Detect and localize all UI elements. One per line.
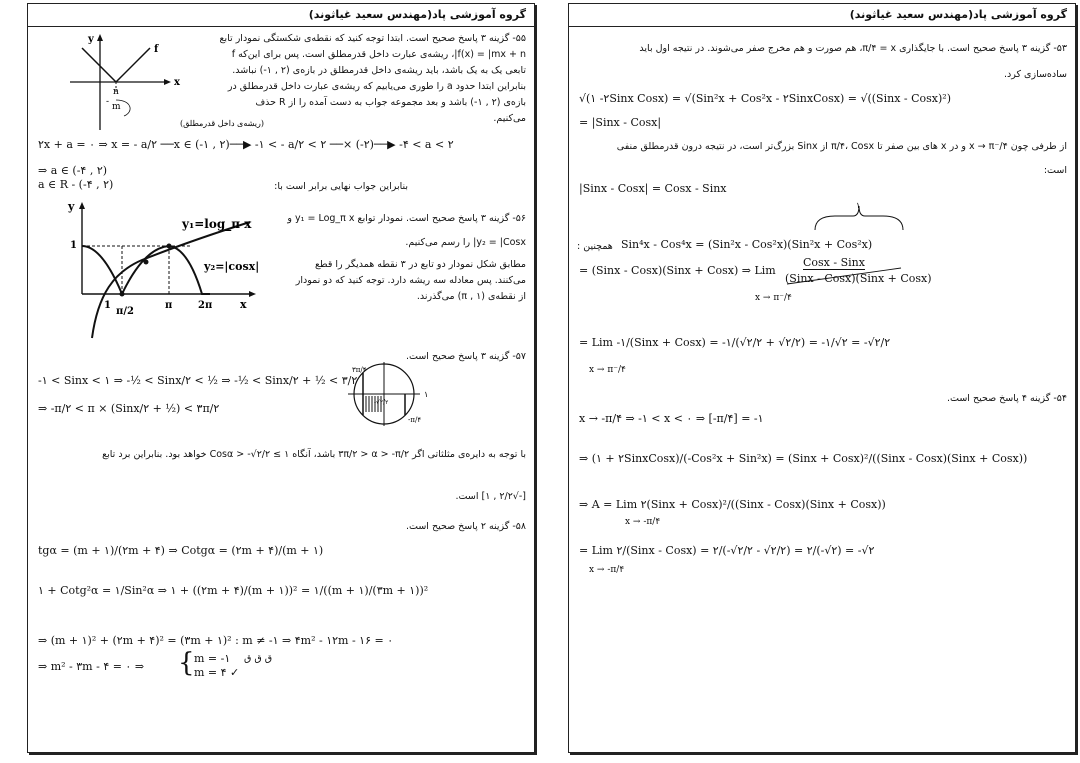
cancel-stroke xyxy=(785,266,905,286)
q58-solution: m = -۱ xyxy=(194,652,231,665)
graph-label: 1 xyxy=(70,240,77,251)
graph-label: 2π xyxy=(198,300,213,311)
q54-equation: = Lim ۲/(Sinx - Cosx) = ۲/(-√۲/۲ - √۲/۲) = ۲/(-√۲) = -√۲ xyxy=(579,544,875,557)
q55-equation: a ∈ R - (-۴ , ۲) xyxy=(38,178,114,191)
graph-label: m xyxy=(112,102,121,112)
graph-label: x xyxy=(174,77,180,88)
page-header: گروه آموزشی پاد(مهندس سعید غیاثوند) xyxy=(28,4,534,27)
q55-graph xyxy=(42,30,264,134)
q58-brace: { xyxy=(178,648,195,678)
brace-label: ۱ xyxy=(856,201,861,210)
q57-title: ۵۷- گزینه ۳ پاسخ صحیح است. xyxy=(405,351,526,362)
q53-equation: = Lim -۱/(Sinx + Cosx) = -۱/(√۲/۲ + √۲/۲) = -۱/√۲ = -√۲/۲ xyxy=(579,336,891,349)
limit-subscript: x → π⁻/۴ xyxy=(589,365,626,375)
q56-line: از نقطه‌ی (π , ۱) می‌گذرند. xyxy=(416,291,526,302)
q58-title: ۵۸- گزینه ۲ پاسخ صحیح است. xyxy=(405,521,526,532)
graph-label: y₂=|cosx| xyxy=(204,260,260,273)
left-page xyxy=(27,3,535,753)
limit-subscript: x → π⁻/۴ xyxy=(755,293,792,303)
graph-label: f xyxy=(154,44,159,55)
graph-label: y₁=log_π x xyxy=(182,217,252,231)
q58-solution: m = ۴ ✓ xyxy=(194,666,240,679)
q53-fraction-den: (Sinx - Cosx)(Sinx + Cosx) xyxy=(785,272,932,285)
q57-text: با توجه به دایره‌ی مثلثاتی اگر ۳π/۲ > α > -π/۲ باشد، آنگاه ۱ ≥ Cosα > -√۲/۲ خواهد بود. بنابراین برد تابع xyxy=(102,449,526,460)
graph-label: π/2 xyxy=(116,306,134,317)
graph-caption: (ریشه‌ی داخل قدرمطلق) xyxy=(180,119,264,128)
circle-label: ۳π/۴ xyxy=(352,366,367,374)
q58-equation: ⇒ m² - ۳m - ۴ = ۰ ⇒ xyxy=(38,660,145,673)
q55-line: بازه‌ی (۲ , ۱-) باشد و بعد مجموعه جواب به دست آمده را از R حذف xyxy=(255,97,526,108)
q55-line: تابعی یک به یک باشد، باید ریشه‌ی داخل قدرمطلق در بازه‌ی (۲ , ۱-) نباشد. xyxy=(232,65,526,76)
q54-equation: ⇒ (۱ + ۲SinxCosx)/(-Cos²x + Sin²x) = (Sinx + Cosx)²/((Sinx - Cosx)(Sinx + Cosx)) xyxy=(579,452,1028,465)
q53-equation: Sin⁴x - Cos⁴x = (Sin²x - Cos²x)(Sin²x + Cos²x) xyxy=(621,238,873,251)
q55-answer-note: بنابراین جواب نهایی برابر است با: xyxy=(274,181,408,192)
q55-line: می‌کنیم. xyxy=(493,113,526,124)
limit-subscript: x → -π/۴ xyxy=(589,565,625,575)
graph-label: y xyxy=(88,34,94,45)
overbrace xyxy=(809,200,909,232)
graph-label: 1 xyxy=(104,300,111,311)
q54-title: ۵۴- گزینه ۴ پاسخ صحیح است. xyxy=(946,393,1067,404)
q56-line: y₂ = |Cosx| را رسم می‌کنیم. xyxy=(405,237,526,248)
graph-label: y xyxy=(68,200,75,213)
right-page xyxy=(568,3,1076,753)
q55-line: ۵۵- گزینه ۳ پاسخ صحیح است. ابتدا توجه کنید که نقطه‌ی شکستگی نمودار تابع xyxy=(219,33,526,44)
q53-text: از طرفی چون x → π⁻/۴ و در x های بین صفر تا π/۴، Cosx از Sinx بزرگ‌تر است، در نتیجه درون قدرمطلق منفی xyxy=(616,141,1067,152)
q58-equation: ۱ + Cotg²α = ۱/Sin²α ⇒ ۱ + ((۲m + ۴)/(m + ۱))² = ۱/((m + ۱)/(۳m + ۱))² xyxy=(38,584,429,597)
q57-equation: -۱ < Sinx < ۱ ⇒ -½ < Sinx/۲ < ½ ⇒ -½ < Sinx/۲ + ½ < ۳/۲ xyxy=(38,374,358,387)
circle-label: -√۲/۲ xyxy=(374,399,389,406)
q55-equation: ۲x + a = ۰ ⇒ x = - a/۲ ──x ∈ (-۱ , ۲)──▶ -۱ < - a/۲ < ۲ ──× (-۲)──▶ -۴ < a < ۲ xyxy=(38,138,454,151)
q53-text: است: xyxy=(1043,165,1067,176)
unit-circle xyxy=(338,360,458,432)
q53-equation: |Sinx - Cosx| = Cosx - Sinx xyxy=(579,182,727,195)
limit-subscript: x → -π/۴ xyxy=(625,517,661,527)
q57-text: [-√۲/۲ , ۱] است. xyxy=(455,491,526,502)
q53-label: همچنین : xyxy=(577,241,613,252)
graph-label: - xyxy=(106,97,110,107)
circle-label: -π/۴ xyxy=(408,416,422,424)
q58-equation: ⇒ (m + ۱)² + (۲m + ۴)² = (۳m + ۱)² : m ≠ -۱ ⇒ ۴m² - ۱۲m - ۱۶ = ۰ xyxy=(38,634,394,647)
graph-label: x xyxy=(240,298,247,311)
q53-fraction-num: Cosx - Sinx xyxy=(803,256,865,269)
q56-line: ۵۶- گزینه ۳ پاسخ صحیح است. نمودار توابع y₁ = Log_π x و xyxy=(287,213,526,224)
q53-equation: = (Sinx - Cosx)(Sinx + Cosx) ⇒ Lim xyxy=(579,264,776,277)
q58-equation: tgα = (m + ۱)/(۲m + ۴) ⇒ Cotgα = (۲m + ۴)/(m + ۱) xyxy=(38,544,324,557)
q54-equation: x → -π/۴ ⇒ -۱ < x < ۰ ⇒ [-π/۴] = -۱ xyxy=(579,412,764,425)
q58-solution-note: ق ق ق xyxy=(244,653,273,664)
q54-equation: ⇒ A = Lim ۲(Sinx + Cosx)²/((Sinx - Cosx)(Sinx + Cosx)) xyxy=(579,498,886,511)
q53-equation: √(۱ -۲Sinx Cosx) = √(Sin²x + Cos²x - ۲SinxCosx) = √((Sinx - Cosx)²) xyxy=(579,92,951,105)
graph-label: n xyxy=(113,87,119,97)
q53-intro: ساده‌سازی کرد. xyxy=(1004,69,1067,80)
q55-line: بنابراین ابتدا حدود a را طوری می‌یابیم که ریشه‌ی عبارت داخل قدرمطلق در xyxy=(227,81,526,92)
q56-line: می‌کنند. پس معادله سه ریشه دارد. توجه کنید که دو نمودار xyxy=(295,275,526,286)
page-header: گروه آموزشی پاد(مهندس سعید غیاثوند) xyxy=(569,4,1075,27)
q53-intro: ۵۳- گزینه ۳ پاسخ صحیح است. با جایگذاری π/۴ = x، هم صورت و هم مخرج صفر می‌شوند. در نتیجه اول باید xyxy=(639,43,1067,54)
q55-equation: ⇒ a ∈ (-۴ , ۲) xyxy=(38,164,108,177)
graph-label: π xyxy=(165,300,173,311)
q57-equation: ⇒ -π/۲ < π × (Sinx/۲ + ½) < ۳π/۲ xyxy=(38,402,220,415)
q55-line: f(x) = |mx + n|، ریشه‌ی عبارت داخل قدرمطلق است. پس برای این‌که f xyxy=(231,49,526,60)
q53-equation: = |Sinx - Cosx| xyxy=(579,116,662,129)
q56-line: مطابق شکل نمودار دو تابع در ۳ نقطه همدیگر را قطع xyxy=(314,259,526,270)
q56-graph xyxy=(42,198,266,344)
circle-label: ۱ xyxy=(424,390,429,399)
